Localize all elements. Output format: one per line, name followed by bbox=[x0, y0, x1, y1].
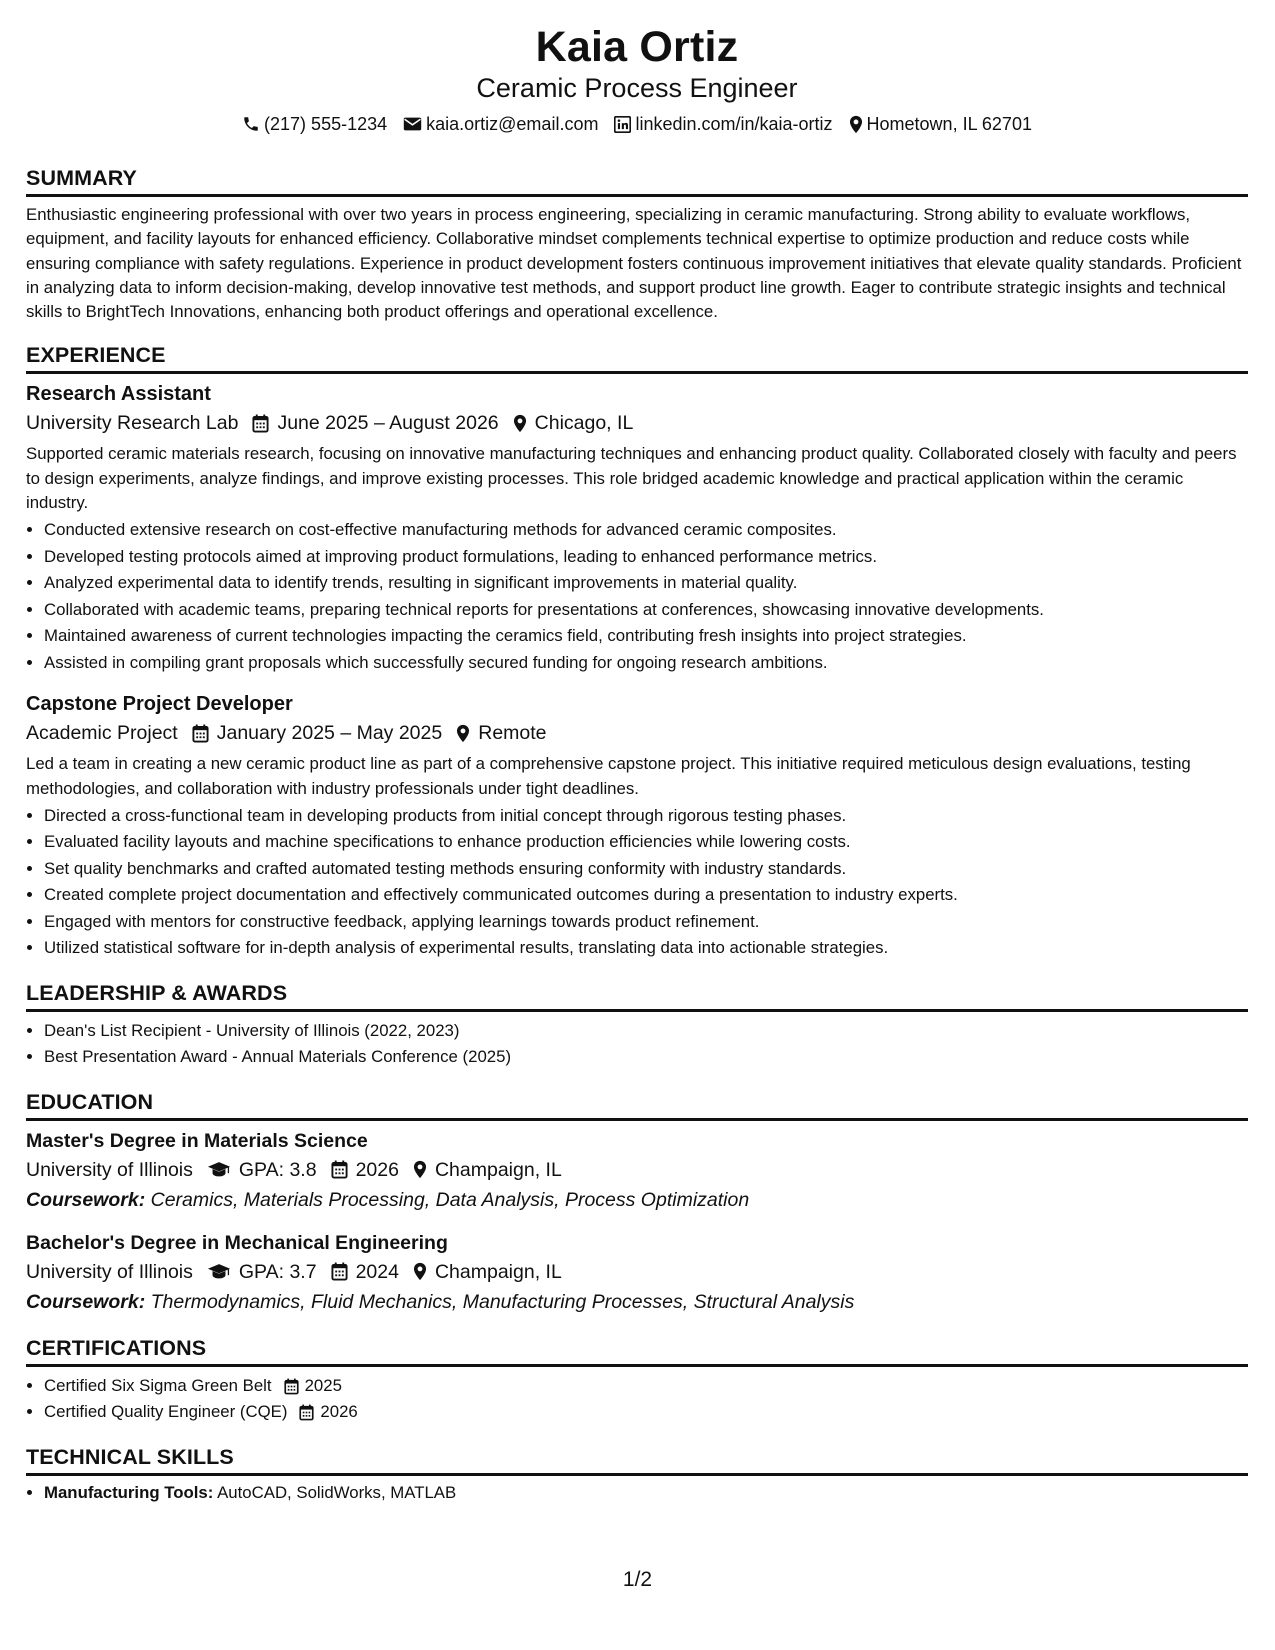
experience-section bbox=[26, 342, 1248, 961]
education-meta bbox=[26, 1155, 1248, 1185]
cert-year: 2025 bbox=[304, 1375, 342, 1395]
skill-value: AutoCAD, SolidWorks, MATLAB bbox=[217, 1482, 457, 1502]
graduation-year: 2024 bbox=[355, 1260, 399, 1283]
contact-location bbox=[849, 111, 1032, 137]
education-entry bbox=[26, 1229, 1248, 1317]
coursework-line bbox=[26, 1287, 1248, 1317]
degree-title: Master's Degree in Materials Science bbox=[26, 1129, 368, 1152]
coursework-label: Coursework: bbox=[26, 1188, 146, 1211]
job-location: Remote bbox=[478, 722, 547, 745]
envelope-icon bbox=[403, 116, 422, 132]
cert-name: • Certified Quality Engineer (CQE) bbox=[44, 1402, 288, 1422]
job-org: Academic Project bbox=[26, 722, 178, 745]
job-org: University Research Lab bbox=[26, 412, 239, 435]
job-meta bbox=[26, 718, 1248, 748]
coursework-label: Coursework: bbox=[26, 1290, 146, 1313]
cert-year: 2026 bbox=[320, 1402, 358, 1422]
job-description: Led a team in creating a new ceramic product line as part of a comprehensive capstone project. This initiative required meticulous design evaluations, testing methodologies, and collaboration with industry professionals under tight deadlines. bbox=[26, 754, 1191, 798]
resume-page bbox=[26, 22, 1248, 1506]
list-item bbox=[44, 1373, 1248, 1400]
skills-list bbox=[26, 1480, 1248, 1507]
certifications-section bbox=[26, 1335, 1248, 1426]
calendar-icon bbox=[331, 1160, 348, 1179]
certifications-list bbox=[26, 1373, 1248, 1426]
list-item: • Developed testing protocols aimed at improving product formulations, leading to enhanced performance metrics. bbox=[44, 544, 1248, 571]
map-pin-icon bbox=[413, 1160, 427, 1179]
coursework-line bbox=[26, 1185, 1248, 1215]
coursework-text: Ceramics, Materials Processing, Data Analysis, Process Optimization bbox=[150, 1188, 750, 1211]
experience-heading: EXPERIENCE bbox=[26, 342, 1248, 374]
list-item: • Engaged with mentors for constructive feedback, applying learnings towards product refinement. bbox=[44, 909, 1248, 936]
education-entry bbox=[26, 1127, 1248, 1215]
contact-row bbox=[26, 111, 1248, 137]
job-location: Chicago, IL bbox=[534, 412, 634, 435]
school-name: University of Illinois bbox=[26, 1158, 193, 1181]
phone-icon bbox=[242, 115, 260, 133]
resume-header bbox=[26, 22, 1248, 137]
list-item: • Created complete project documentation and effectively communicated outcomes during a presentation to industry experts. bbox=[44, 882, 1248, 909]
skills-section bbox=[26, 1444, 1248, 1507]
gpa-text: GPA: 3.7 bbox=[238, 1260, 317, 1283]
map-pin-icon bbox=[849, 115, 863, 134]
candidate-name: Kaia Ortiz bbox=[535, 23, 739, 71]
list-item bbox=[44, 1399, 1248, 1426]
calendar-icon bbox=[192, 724, 209, 743]
email-text: kaia.ortiz@email.com bbox=[426, 114, 599, 134]
list-item: • Maintained awareness of current technologies impacting the ceramics field, contributing fresh insights into project strategies. bbox=[44, 623, 1248, 650]
certifications-heading: CERTIFICATIONS bbox=[26, 1335, 1248, 1367]
summary-heading: SUMMARY bbox=[26, 165, 1248, 197]
coursework-text: Thermodynamics, Fluid Mechanics, Manufacturing Processes, Structural Analysis bbox=[150, 1290, 855, 1313]
degree-title: Bachelor's Degree in Mechanical Engineering bbox=[26, 1231, 448, 1254]
summary-text: Enthusiastic engineering professional with over two years in process engineering, specializing in ceramic manufacturing. Strong ability to evaluate workflows, equipment, and facility layouts for enhanced efficiency. Collaborative mindset complements technical expertise to optimize production and reduce costs while ensuring compliance with safety regulations. Experience in product development fosters continuous improvement initiatives that elevate quality standards. Proficient in analyzing data to inform decision-making, develop innovative test methods, and support product line growth. Eager to contribute strategic insights and technical skills to BrightTech Innovations, enhancing both product offerings and operational excellence. bbox=[26, 205, 1242, 322]
education-heading: EDUCATION bbox=[26, 1089, 1248, 1121]
list-item: • Utilized statistical software for in-depth analysis of experimental results, translating data into actionable strategies. bbox=[44, 935, 1248, 962]
job-meta bbox=[26, 408, 1248, 438]
linkedin-text: linkedin.com/in/kaia-ortiz bbox=[635, 114, 833, 134]
list-item: • Best Presentation Award - Annual Materials Conference (2025) bbox=[44, 1044, 1248, 1071]
calendar-icon bbox=[252, 414, 269, 433]
calendar-icon bbox=[331, 1262, 348, 1281]
job-entry bbox=[26, 380, 1248, 676]
job-role: Capstone Project Developer bbox=[26, 693, 293, 716]
summary-section bbox=[26, 165, 1248, 324]
gpa-text: GPA: 3.8 bbox=[238, 1158, 317, 1181]
job-role: Research Assistant bbox=[26, 383, 211, 406]
map-pin-icon bbox=[456, 724, 470, 743]
phone-text: (217) 555-1234 bbox=[264, 114, 388, 134]
job-entry bbox=[26, 690, 1248, 962]
graduation-year: 2026 bbox=[355, 1158, 399, 1181]
calendar-icon bbox=[299, 1404, 314, 1421]
awards-list bbox=[26, 1018, 1248, 1071]
cert-name: • Certified Six Sigma Green Belt bbox=[44, 1375, 272, 1395]
list-item: • Set quality benchmarks and crafted automated testing methods ensuring conformity with industry standards. bbox=[44, 856, 1248, 883]
education-meta bbox=[26, 1257, 1248, 1287]
list-item: • Analyzed experimental data to identify trends, resulting in significant improvements in material quality. bbox=[44, 570, 1248, 597]
skills-heading: TECHNICAL SKILLS bbox=[26, 1444, 1248, 1476]
job-description: Supported ceramic materials research, focusing on innovative manufacturing techniques and enhancing product quality. Collaborated closely with faculty and peers to design experiments, analyze findings, and improve existing processes. This role bridged academic knowledge and practical application within the ceramic industry. bbox=[26, 444, 1237, 513]
calendar-icon bbox=[284, 1378, 299, 1395]
list-item: • Collaborated with academic teams, preparing technical reports for presentations at conferences, showcasing innovative developments. bbox=[44, 597, 1248, 624]
job-dates: January 2025 – May 2025 bbox=[216, 722, 443, 745]
contact-email[interactable] bbox=[403, 111, 598, 137]
page-number: 1/2 bbox=[622, 1568, 653, 1591]
school-name: University of Illinois bbox=[26, 1260, 193, 1283]
list-item: • Directed a cross-functional team in developing products from initial concept through rigorous testing phases. bbox=[44, 803, 1248, 830]
contact-linkedin[interactable] bbox=[614, 111, 832, 137]
list-item: • Assisted in compiling grant proposals which successfully secured funding for ongoing research ambitions. bbox=[44, 650, 1248, 677]
job-dates: June 2025 – August 2026 bbox=[277, 412, 499, 435]
awards-heading: LEADERSHIP & AWARDS bbox=[26, 980, 1248, 1012]
linkedin-icon bbox=[614, 116, 631, 133]
graduation-cap-icon bbox=[207, 1161, 231, 1178]
location-text: Hometown, IL 62701 bbox=[866, 114, 1032, 134]
awards-section bbox=[26, 980, 1248, 1071]
job-bullets bbox=[26, 517, 1248, 676]
job-bullets bbox=[26, 803, 1248, 962]
list-item bbox=[44, 1480, 1248, 1507]
skill-label: Manufacturing Tools: bbox=[44, 1482, 214, 1502]
list-item: • Dean's List Recipient - University of Illinois (2022, 2023) bbox=[44, 1018, 1248, 1045]
education-section bbox=[26, 1089, 1248, 1317]
school-location: Champaign, IL bbox=[434, 1158, 562, 1181]
candidate-title: Ceramic Process Engineer bbox=[476, 73, 798, 103]
list-item: • Conducted extensive research on cost-effective manufacturing methods for advanced ceramic composites. bbox=[44, 517, 1248, 544]
list-item: • Evaluated facility layouts and machine specifications to enhance production efficiencies while lowering costs. bbox=[44, 829, 1248, 856]
map-pin-icon bbox=[513, 414, 527, 433]
map-pin-icon bbox=[413, 1262, 427, 1281]
school-location: Champaign, IL bbox=[434, 1260, 562, 1283]
contact-phone bbox=[242, 111, 387, 137]
graduation-cap-icon bbox=[207, 1263, 231, 1280]
